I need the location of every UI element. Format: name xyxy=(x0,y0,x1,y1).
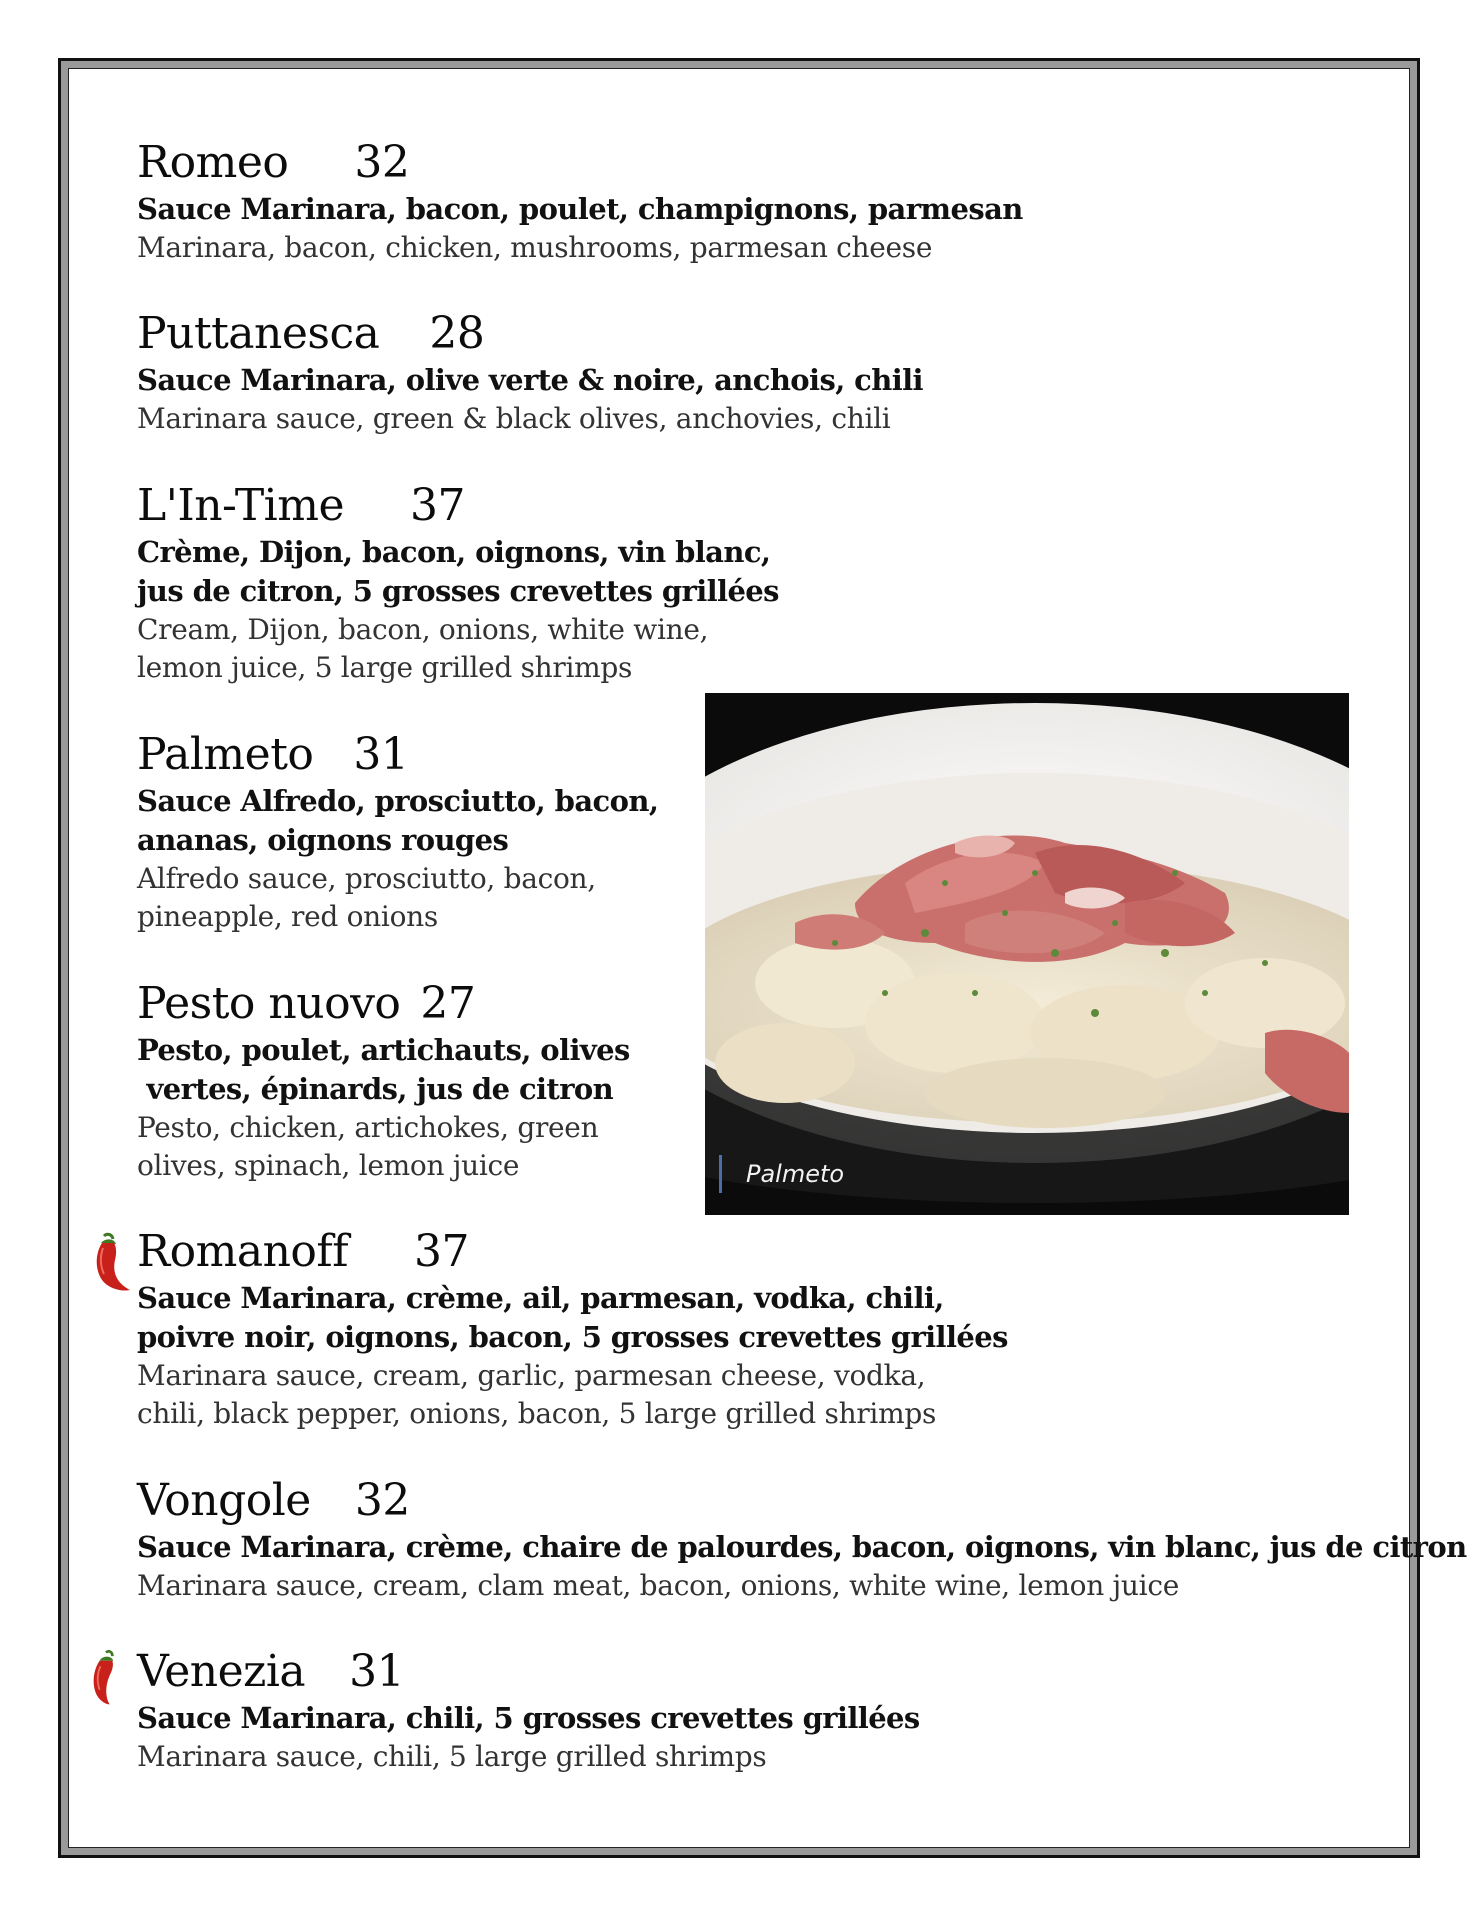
dish-name: Romanoff xyxy=(137,1226,348,1277)
dish-photo-palmeto xyxy=(705,693,1349,1215)
dish-name: Palmeto xyxy=(137,729,314,780)
dish-description-en: Alfredo sauce, prosciutto, bacon, xyxy=(137,862,596,895)
menu-item-palmeto xyxy=(137,728,658,936)
dish-price: 27 xyxy=(420,978,476,1029)
dish-price: 37 xyxy=(413,1226,469,1277)
dish-description-en: chili, black pepper, onions, bacon, 5 large grilled shrimps xyxy=(137,1397,937,1430)
dish-heading xyxy=(137,977,630,1031)
menu-item-l-in-time xyxy=(137,479,779,687)
chili-pepper-icon xyxy=(88,1232,132,1294)
dish-description-en: Pesto, chicken, artichokes, green xyxy=(137,1111,599,1144)
menu-item-romeo xyxy=(137,136,1023,267)
dish-price: 32 xyxy=(354,1475,410,1526)
dish-description-fr: Sauce Alfredo, prosciutto, bacon, xyxy=(137,784,659,818)
chili-pepper-icon xyxy=(86,1648,126,1708)
dish-description-en: lemon juice, 5 large grilled shrimps xyxy=(137,651,633,684)
dish-name: L'In-Time xyxy=(137,480,345,531)
photo-caption xyxy=(719,1155,844,1193)
menu-item-pesto-nuovo xyxy=(137,977,630,1185)
menu-item-venezia xyxy=(137,1645,920,1776)
dish-price: 31 xyxy=(349,1646,405,1697)
dish-heading xyxy=(137,1645,920,1699)
dish-description-fr: Sauce Marinara, bacon, poulet, champignons, parmesan xyxy=(137,192,1023,226)
dish-price: 28 xyxy=(429,308,485,359)
dish-heading xyxy=(137,136,1023,190)
dish-description-en: Marinara, bacon, chicken, mushrooms, parmesan cheese xyxy=(137,231,933,264)
dish-description-fr: Crème, Dijon, bacon, oignons, vin blanc, xyxy=(137,535,771,569)
dish-name: Venezia xyxy=(137,1646,306,1697)
dish-description-en: Cream, Dijon, bacon, onions, white wine, xyxy=(137,613,709,646)
dish-heading xyxy=(137,728,658,782)
dish-description-fr: Sauce Marinara, olive verte & noire, anchois, chili xyxy=(137,363,923,397)
dish-name: Puttanesca xyxy=(137,308,380,359)
dish-name: Romeo xyxy=(137,137,289,188)
menu-item-puttanesca xyxy=(137,307,923,438)
dish-name: Pesto nuovo xyxy=(137,978,401,1029)
dish-description-fr: jus de citron, 5 grosses crevettes grillées xyxy=(137,574,779,608)
dish-description-fr: Pesto, poulet, artichauts, olives xyxy=(137,1033,630,1067)
dish-price: 37 xyxy=(410,480,466,531)
dish-description-en: Marinara sauce, green & black olives, anchovies, chili xyxy=(137,402,891,435)
dish-heading xyxy=(137,1474,1467,1528)
dish-description-fr: poivre noir, oignons, bacon, 5 grosses crevettes grillées xyxy=(137,1320,1008,1354)
dish-description-en: Marinara sauce, chili, 5 large grilled shrimps xyxy=(137,1740,767,1773)
dish-price: 32 xyxy=(354,137,410,188)
dish-heading xyxy=(137,307,923,361)
pasta-plate-illustration xyxy=(705,693,1349,1215)
menu-item-vongole xyxy=(137,1474,1467,1605)
dish-description-en: Marinara sauce, cream, garlic, parmesan cheese, vodka, xyxy=(137,1359,926,1392)
dish-name: Vongole xyxy=(137,1475,311,1526)
dish-description-en: olives, spinach, lemon juice xyxy=(137,1149,520,1182)
dish-description-en: pineapple, red onions xyxy=(137,900,438,933)
dish-description-en: Marinara sauce, cream, clam meat, bacon, onions, white wine, lemon juice xyxy=(137,1569,1179,1602)
dish-description-fr: ananas, oignons rouges xyxy=(137,823,509,857)
dish-description-fr: Sauce Marinara, crème, chaire de palourdes, bacon, oignons, vin blanc, jus de citron xyxy=(137,1530,1467,1564)
dish-heading xyxy=(137,1225,1008,1279)
dish-price: 31 xyxy=(353,729,409,780)
dish-description-fr: Sauce Marinara, crème, ail, parmesan, vodka, chili, xyxy=(137,1281,944,1315)
dish-heading xyxy=(137,479,779,533)
dish-description-fr: Sauce Marinara, chili, 5 grosses crevettes grillées xyxy=(137,1701,920,1735)
photo-caption-text: Palmeto xyxy=(746,1160,845,1188)
dish-description-fr: vertes, épinards, jus de citron xyxy=(137,1072,614,1106)
menu-item-romanoff xyxy=(137,1225,1008,1433)
